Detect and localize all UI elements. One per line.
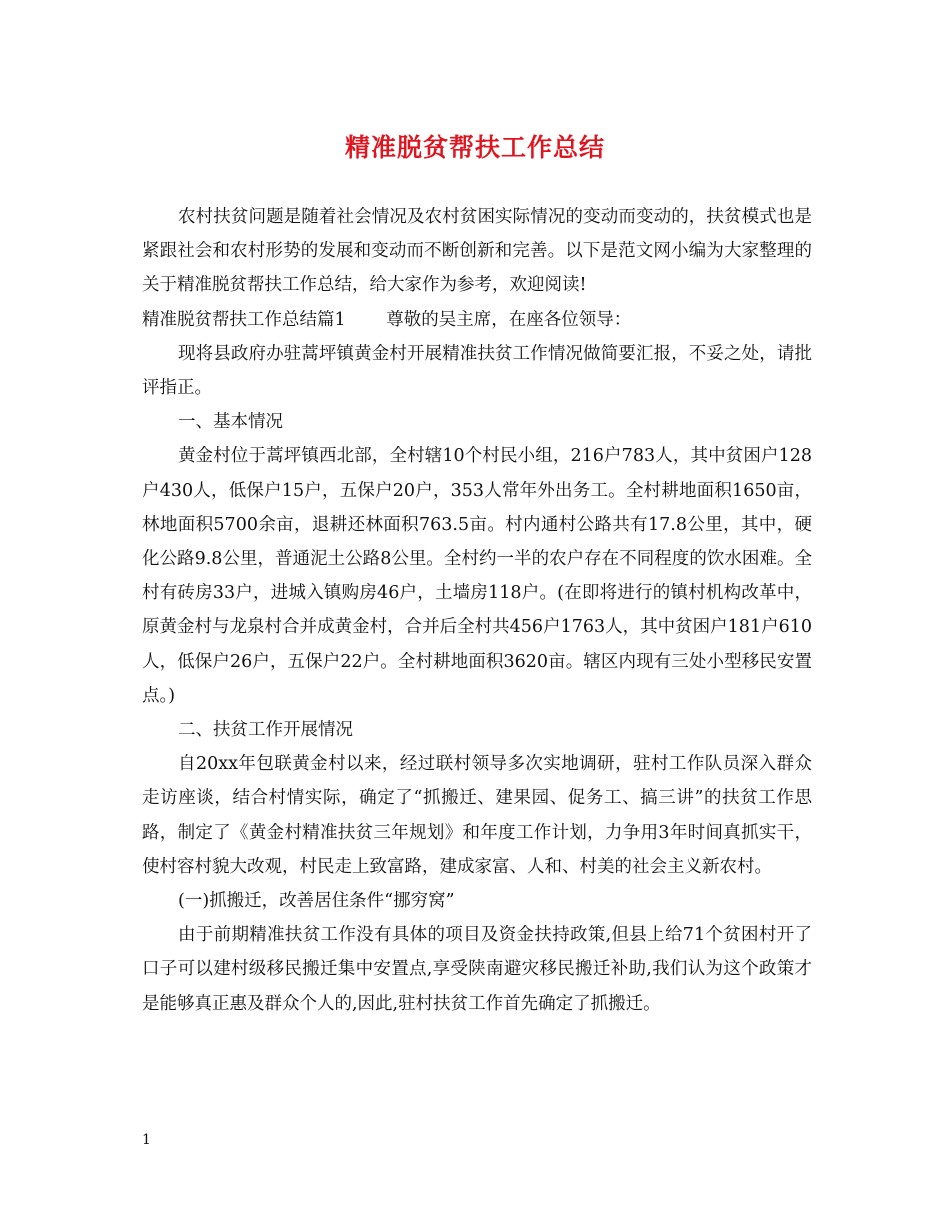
- document-body: [142, 200, 812, 1021]
- intro-paragraph: 农村扶贫问题是随着社会情况及农村贫困实际情况的变动而变动的，扶贫模式也是紧跟社会和农村形势的发展和变动而不断创新和完善。以下是范文网小编为大家整理的关于精准脱贫帮扶工作总结，给大家作为参考，欢迎阅读!: [142, 207, 812, 296]
- basic-situation-paragraph: 黄金村位于蒿坪镇西北部，全村辖10个村民小组，216户783人，其中贫困户128户430人，低保户15户，五保户20户，353人常年外出务工。全村耕地面积1650亩，林地面积5700余亩，退耕还林面积763.5亩。村内通村公路共有17.8公里，其中，硬化公路9.8公里，普通泥土公路8公里。全村约一半的农户存在不同程度的饮水困难。全村有砖房33户，进城入镇购房46户，土墙房118户。(在即将进行的镇村机构改革中，原黄金村与龙泉村合并成黄金村，合并后全村共456户1763人，其中贫困户181户610人，低保户26户，五保户22户。全村耕地面积3620亩。辖区内现有三处小型移民安置点。): [142, 446, 812, 706]
- relocation-paragraph: 由于前期精准扶贫工作没有具体的项目及资金扶持政策,但县上给71个贫困村开了口子可以建村级移民搬迁集中安置点,享受陕南避灾移民搬迁补助,我们认为这个政策才是能够真正惠及群众个人的,因此,驻村扶贫工作首先确定了抓搬迁。: [142, 925, 812, 1014]
- page-number: 1: [142, 1132, 151, 1148]
- section-header-line: 精准脱贫帮扶工作总结篇1 尊敬的吴主席，在座各位领导：: [142, 309, 632, 330]
- document-title: 精准脱贫帮扶工作总结: [344, 133, 605, 162]
- heading-work-progress: 二、扶贫工作开展情况: [178, 720, 353, 741]
- subheading-relocation: (一)抓搬迁，改善居住条件“挪穷窝”: [178, 891, 455, 912]
- work-progress-paragraph: 自20xx年包联黄金村以来，经过联村领导多次实地调研，驻村工作队员深入群众走访座谈，结合村情实际，确定了“抓搬迁、建果园、促务工、搞三讲”的扶贫工作思路，制定了《黄金村精准扶贫三年规划》和年度工作计划，力争用3年时间真抓实干，使村容村貌大改观，村民走上致富路，建成家富、人和、村美的社会主义新农村。: [142, 754, 812, 877]
- report-opening-paragraph: 现将县政府办驻蒿坪镇黄金村开展精准扶贫工作情况做简要汇报，不妥之处，请批评指正。: [142, 343, 812, 399]
- heading-basic-situation: 一、基本情况: [178, 412, 283, 433]
